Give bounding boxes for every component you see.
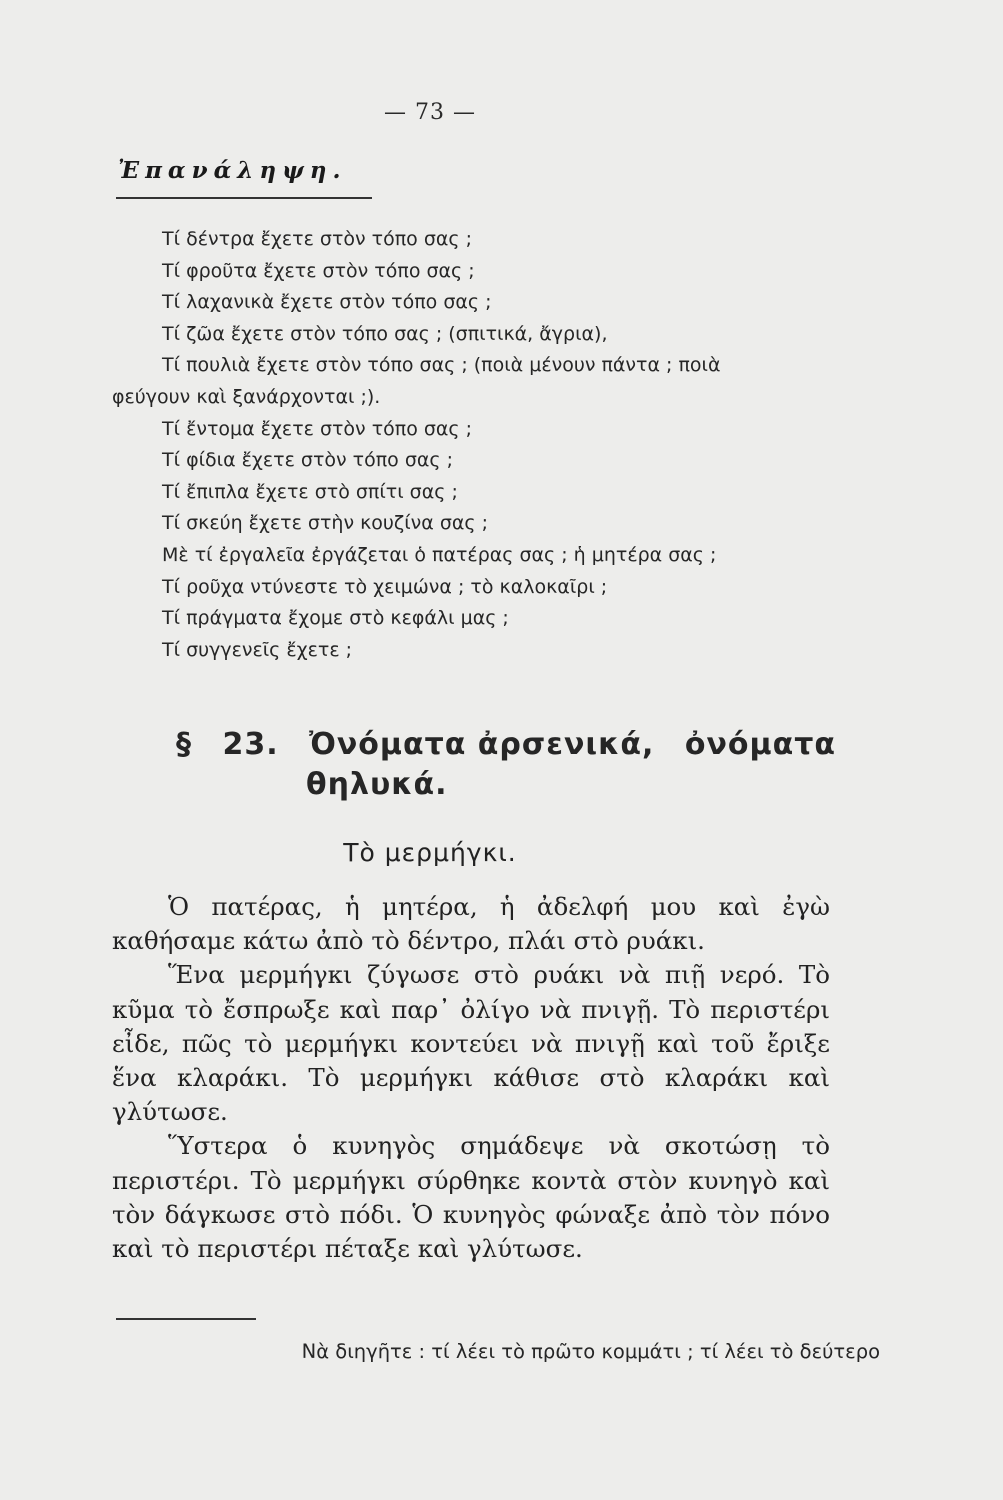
- review-question: Τί σκεύη ἔχετε στὴν κουζίνα σας ;: [162, 512, 489, 535]
- page-number: — 73 —: [384, 100, 476, 125]
- story-paragraph: Ἕνα μερμήγκι ζύγωσε στὸ ρυάκι νὰ πιῇ νερό. Τὸ κῦμα τὸ ἔσπρωξε καὶ παρ᾽ ὀλίγο νὰ πνιγῇ. Τὸ περιστέρι εἶδε, πῶς τὸ μερμήγκι κοντεύει νὰ πνιγῇ καὶ τοῦ ἔριξε ἕνα κλαράκι. Τὸ μερμήγκι κάθισε στὸ κλαράκι καὶ γλύτωσε.: [112, 960, 830, 1127]
- review-question: Τί δέντρα ἔχετε στὸν τόπο σας ;: [162, 228, 472, 250]
- story-body: [112, 890, 830, 1266]
- review-question: Μὲ τί ἐργαλεῖα ἐργάζεται ὁ πατέρας σας ; ἡ μητέρα σας ;: [162, 543, 717, 566]
- story-paragraph: Ὁ πατέρας, ἡ μητέρα, ἡ ἀδελφή μου καὶ ἐγὼ καθήσαμε κάτω ἀπὸ τὸ δέντρο, πλάι στὸ ρυάκι.: [112, 892, 830, 956]
- story-title: Τὸ μερμήγκι.: [343, 838, 517, 867]
- review-heading: Ἐπανάληψη.: [118, 157, 347, 184]
- section-symbol: §: [176, 727, 192, 762]
- review-question: Τί ροῦχα ντύνεστε τὸ χειμώνα ; τὸ καλοκαῖρι ;: [162, 575, 608, 598]
- section-title-part-3: θηλυκά.: [306, 767, 448, 802]
- story-paragraph: Ὕστερα ὁ κυνηγὸς σημάδεψε νὰ σκοτώσῃ τὸ περιστέρι. Τὸ μερμήγκι σύρθηκε κοντὰ στὸν κυνηγὸ καὶ τὸν δάγκωσε στὸ πόδι. Ὁ κυνηγὸς φώναξε ἀπὸ τὸν πόνο καὶ τὸ περιστέρι πέταξε καὶ γλύτωσε.: [112, 1131, 830, 1264]
- review-question: Τί λαχανικὰ ἔχετε στὸν τόπο σας ;: [162, 291, 492, 314]
- heading-underline: [116, 197, 372, 199]
- review-question: Τί φίδια ἔχετε στὸν τόπο σας ;: [162, 449, 454, 472]
- review-question: Τί πουλιὰ ἔχετε στὸν τόπο σας ; (ποιὰ μένουν πάντα ; ποιὰ: [162, 354, 721, 377]
- section-title-part-2: ὀνόματα: [684, 727, 836, 762]
- section-title-part-1: Ὀνόματα ἀρσενικά,: [309, 727, 655, 762]
- review-questions-list: [112, 224, 832, 666]
- section-heading: [176, 725, 836, 805]
- review-question: Τί φροῦτα ἔχετε στὸν τόπο σας ;: [162, 259, 475, 282]
- review-question: Τί ἔντομα ἔχετε στὸν τόπο σας ;: [162, 417, 473, 440]
- review-question: Τί συγγενεῖς ἔχετε ;: [162, 638, 353, 661]
- footnote: Νὰ διηγῆτε : τί λέει τὸ πρῶτο κομμάτι ; τί λέει τὸ δεύτερο: [301, 1340, 880, 1363]
- review-question: Τί ἔπιπλα ἔχετε στὸ σπίτι σας ;: [162, 480, 458, 503]
- section-number: 23.: [222, 727, 279, 762]
- section-heading-line-1: [176, 725, 836, 765]
- review-question: Τί πράγματα ἔχομε στὸ κεφάλι μας ;: [162, 607, 509, 630]
- review-question-continuation: φεύγουν καὶ ξανάρχονται ;).: [112, 385, 381, 408]
- footnote-divider: [116, 1318, 256, 1320]
- review-question: Τί ζῶα ἔχετε στὸν τόπο σας ; (σπιτικά, ἄγρια),: [162, 322, 608, 345]
